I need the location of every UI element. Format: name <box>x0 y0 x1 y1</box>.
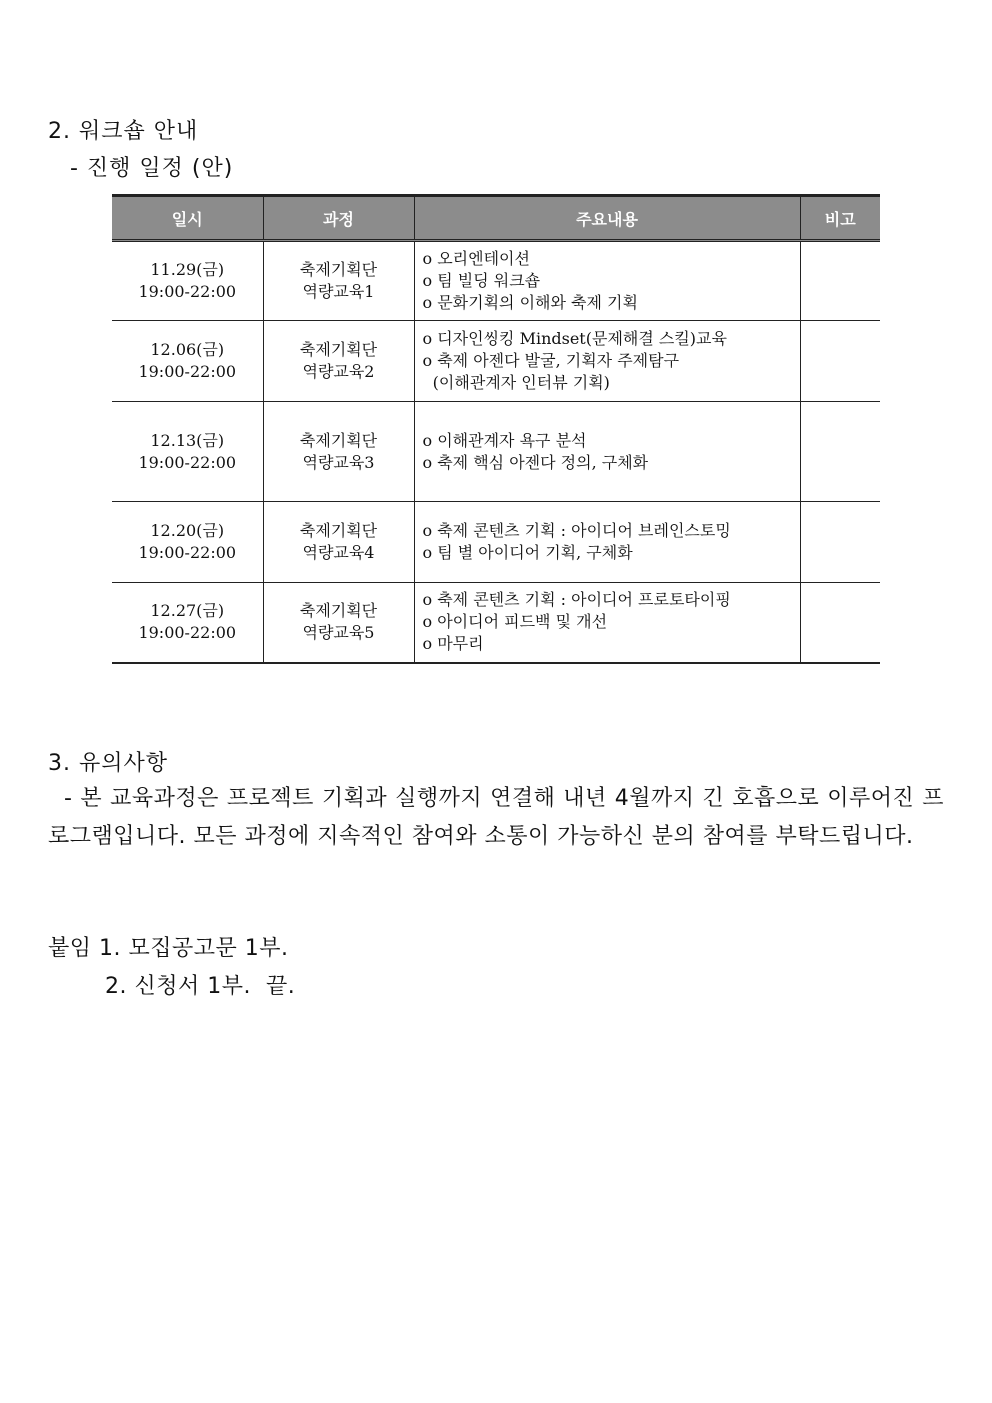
course-cell <box>263 402 414 502</box>
notice-paragraph: - 본 교육과정은 프로젝트 기획과 실행까지 연결해 내년 4월까지 긴 호흡으로 이루어진 프로그램입니다. 모든 과정에 지속적인 참여와 소통이 가능하신 분의 참여를 부탁드립니다. <box>48 786 944 849</box>
content-cell <box>414 402 800 502</box>
course-name: 축제기획단 <box>299 521 378 540</box>
course-session: 역량교육3 <box>302 452 375 472</box>
content-item: o 아이디어 피드백 및 개선 <box>422 612 608 632</box>
course-name: 축제기획단 <box>299 430 378 450</box>
date-cell <box>112 583 263 663</box>
content-cell <box>414 583 800 663</box>
course-cell <box>263 241 414 321</box>
course-name: 축제기획단 <box>299 260 378 279</box>
content-item: o 디자인씽킹 Mindset(문제해결 스킬)교육 <box>422 329 727 348</box>
content-item: o 마무리 <box>422 634 484 654</box>
header-note: 비고 <box>800 196 880 241</box>
date: 12.20(금) <box>150 521 225 540</box>
course-name: 축제기획단 <box>299 601 378 621</box>
date: 11.29(금) <box>150 260 225 279</box>
content-item: o 팀 빌딩 워크숍 <box>422 271 541 290</box>
table-row <box>112 502 880 583</box>
time: 19:00-22:00 <box>138 282 237 301</box>
table-row <box>112 321 880 402</box>
note-cell <box>800 321 880 402</box>
table-row <box>112 241 880 321</box>
course-cell <box>263 321 414 402</box>
date: 12.13(금) <box>150 430 225 450</box>
header-content: 주요내용 <box>414 196 800 241</box>
time: 19:00-22:00 <box>138 362 237 381</box>
header-course: 과정 <box>263 196 414 241</box>
note-cell <box>800 502 880 583</box>
content-item: o 축제 핵심 아젠다 정의, 구체화 <box>422 452 649 472</box>
content-item: o 축제 아젠다 발굴, 기획자 주제탐구 <box>422 351 680 370</box>
date-cell <box>112 402 263 502</box>
date: 12.06(금) <box>150 340 225 359</box>
content-item: o 오리엔테이션 <box>422 249 530 268</box>
course-session: 역량교육5 <box>302 623 375 643</box>
content-cell <box>414 321 800 402</box>
content-item: o 축제 콘텐츠 기획 : 아이디어 브레인스토밍 <box>422 521 731 540</box>
content-item: o 문화기획의 이해와 축제 기획 <box>422 293 638 312</box>
course-name: 축제기획단 <box>299 340 378 359</box>
time: 19:00-22:00 <box>138 623 237 643</box>
content-item: o 팀 별 아이디어 기획, 구체화 <box>422 543 633 562</box>
course-session: 역량교육2 <box>302 362 375 381</box>
content-item: o 축제 콘텐츠 기획 : 아이디어 프로토타이핑 <box>422 590 731 610</box>
date-cell <box>112 502 263 583</box>
note-cell <box>800 583 880 663</box>
course-session: 역량교육1 <box>302 282 375 301</box>
content-cell <box>414 241 800 321</box>
date-cell <box>112 321 263 402</box>
schedule-subtitle: - 진행 일정 (안) <box>70 156 234 181</box>
attachment-line-1: 붙임 1. 모집공고문 1부. <box>48 936 289 961</box>
course-session: 역량교육4 <box>302 543 375 562</box>
time: 19:00-22:00 <box>138 452 237 472</box>
course-cell <box>263 583 414 663</box>
header-date: 일시 <box>112 196 263 241</box>
date-cell <box>112 241 263 321</box>
content-item: (이해관계자 인터뷰 기획) <box>422 373 610 392</box>
course-cell <box>263 502 414 583</box>
schedule-table <box>112 194 880 664</box>
content-cell <box>414 502 800 583</box>
date: 12.27(금) <box>150 601 225 621</box>
section-2-title: 2. 워크숍 안내 <box>48 119 199 144</box>
table-row <box>112 402 880 502</box>
schedule-header-row <box>112 196 880 241</box>
note-cell <box>800 241 880 321</box>
content-item: o 이해관계자 욕구 분석 <box>422 430 587 450</box>
section-3-title: 3. 유의사항 <box>48 751 168 776</box>
time: 19:00-22:00 <box>138 543 237 562</box>
attachment-line-2: 2. 신청서 1부. 끝. <box>105 974 296 999</box>
note-cell <box>800 402 880 502</box>
table-row <box>112 583 880 663</box>
